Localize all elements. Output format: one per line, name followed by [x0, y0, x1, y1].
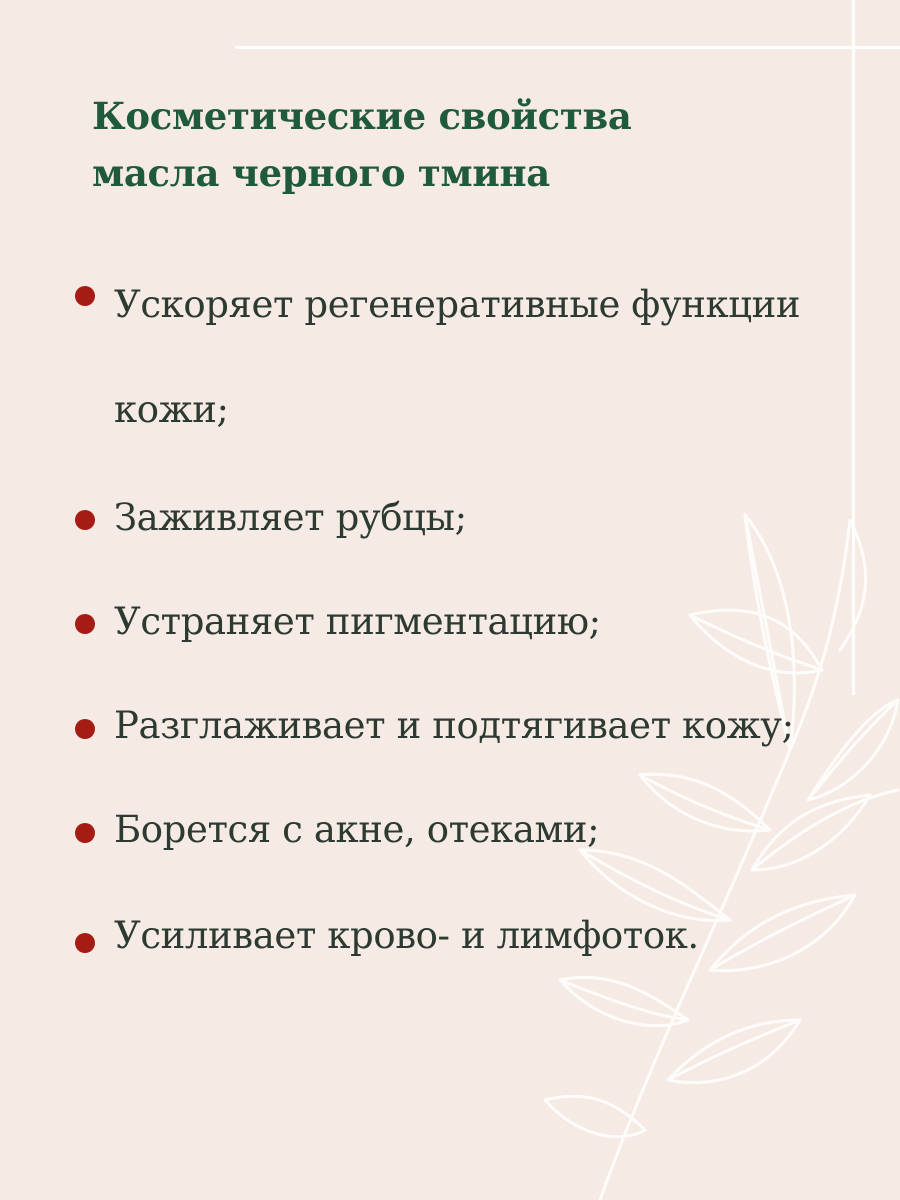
list-item-text: Разглаживает и подтягивает кожу; — [114, 704, 794, 747]
list-item-text: Заживляет рубцы; — [114, 496, 467, 539]
list-item-text: Усиливает крово- и лимфоток. — [114, 914, 699, 957]
list-item-text: Устраняет пигментацию; — [114, 600, 601, 643]
bullet-dot-icon — [75, 719, 95, 739]
frame-line-top — [235, 46, 900, 49]
list-item-text: Борется с акне, отеками; — [114, 808, 600, 851]
bullet-dot-icon — [75, 286, 95, 306]
title-line-1: Косметические свойства — [92, 94, 632, 138]
list-item-text: Ускоряет регенеративные функции кожи; — [114, 283, 801, 431]
bullet-dot-icon — [75, 823, 95, 843]
bullet-dot-icon — [75, 614, 95, 634]
bullet-dot-icon — [75, 933, 95, 953]
bullet-dot-icon — [75, 510, 95, 530]
page-title — [92, 88, 732, 202]
title-line-2: масла черного тмина — [92, 151, 550, 195]
